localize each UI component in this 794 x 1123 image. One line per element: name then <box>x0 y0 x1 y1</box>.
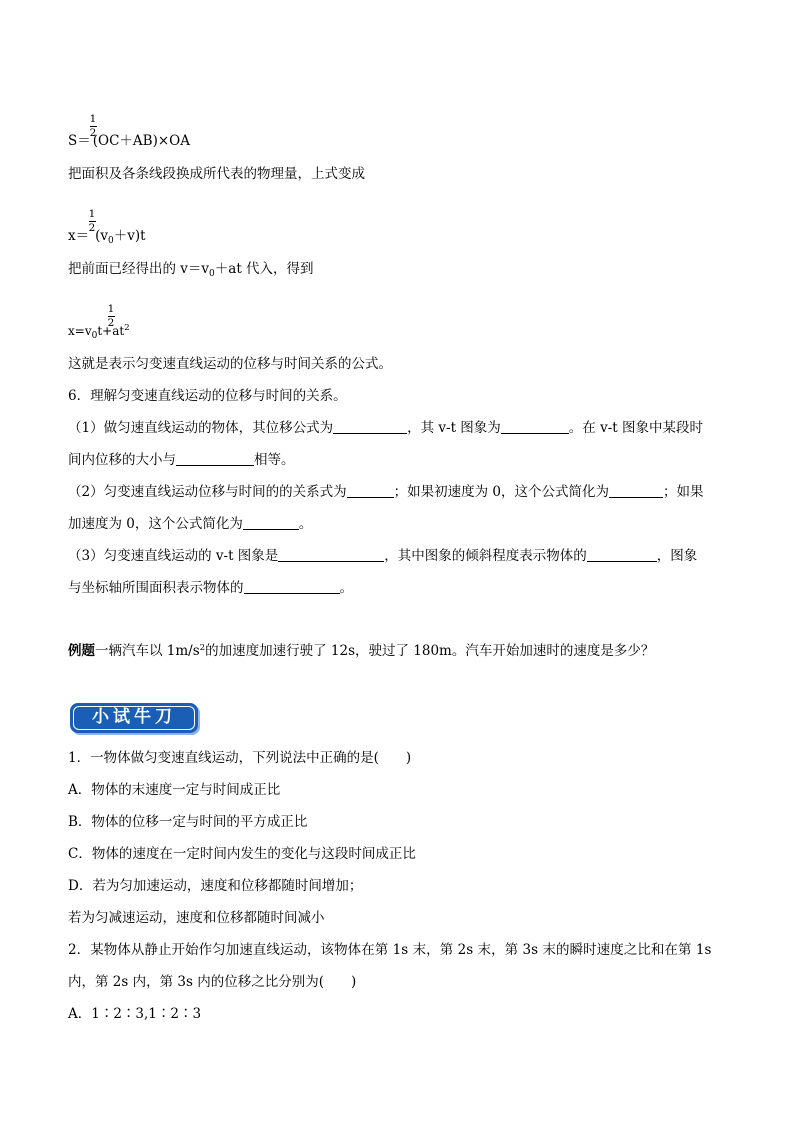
item6-q2-line2: 加速度为 0，这个公式简化为 。 <box>68 516 313 532</box>
answer-blank[interactable] <box>244 579 340 594</box>
fraction-one-half: 1 2 <box>89 113 97 139</box>
question-1-option-d-continued: 若为匀减速运动，速度和位移都随时间减小 <box>68 910 325 926</box>
paragraph-substitute: 把前面已经得出的 $v=v_0+at$ 代入，得到 <box>68 261 314 279</box>
formula-area: S＝ (OC＋AB)×OA <box>68 133 190 149</box>
item6-q1-line2: 间内位移的大小与 相等。 <box>68 452 295 468</box>
example-problem: 例题一辆汽车以 $1m/s^2$的加速度加速行驶了 12s，驶过了 180m。汽车开始加速时的速度是多少？ <box>68 643 655 659</box>
answer-blank[interactable] <box>333 419 407 434</box>
item6-q1-line1: （1）做匀速直线运动的物体，其位移公式为 ，其 v-t 图象为 。在 v-t 图象中某段时 <box>68 420 703 436</box>
question-2-stem-line2: 内，第 2s 内，第 3s 内的位移之比分别为( ) <box>68 974 357 990</box>
formula-x-displacement: $x=v_0t+at^2$ <box>68 323 130 341</box>
answer-blank[interactable] <box>347 483 394 498</box>
section-badge <box>70 703 198 733</box>
item6-q2-line1: （2）匀变速直线运动位移与时间的的关系式为 ；如果初速度为 0，这个公式简化为 ；如果 <box>68 484 704 500</box>
answer-blank[interactable] <box>176 451 254 466</box>
fraction-one-half: 1 2 <box>107 303 115 329</box>
answer-blank[interactable] <box>609 483 663 498</box>
question-1-option-d: D．若为匀加速运动，速度和位移都随时间增加； <box>68 878 363 894</box>
formula-x-average-velocity: $x= (v_0+v)t$ <box>68 228 146 246</box>
question-1-option-a: A．物体的末速度一定与时间成正比 <box>68 782 281 798</box>
question-1-stem: 1．一物体做匀变速直线运动，下列说法中正确的是( ) <box>68 750 412 766</box>
answer-blank[interactable] <box>587 547 657 562</box>
fraction-one-half: 1 2 <box>88 208 96 234</box>
answer-blank[interactable] <box>278 547 384 562</box>
question-2-stem-line1: 2．某物体从静止开始作匀加速直线运动，该物体在第 1s 末，第 2s 末，第 3s 末的瞬时速度之比和在第 1s <box>68 942 712 958</box>
answer-blank[interactable] <box>501 419 569 434</box>
paragraph-conclusion: 这就是表示匀变速直线运动的位移与时间关系的公式。 <box>68 356 392 372</box>
section-badge-label: 小试牛刀 <box>73 706 195 730</box>
answer-blank[interactable] <box>243 515 299 530</box>
question-1-option-b: B．物体的位移一定与时间的平方成正比 <box>68 814 308 830</box>
example-label: 例题 <box>68 643 95 659</box>
item6-q3-line1: （3）匀变速直线运动的 v-t 图象是 ，其中图象的倾斜程度表示物体的 ，图象 <box>68 548 698 564</box>
question-1-option-c: C．物体的速度在一定时间内发生的变化与这段时间成正比 <box>68 846 416 862</box>
item6-title: 6．理解匀变速直线运动的位移与时间的关系。 <box>68 388 347 404</box>
item6-q3-line2: 与坐标轴所围面积表示物体的 。 <box>68 580 353 596</box>
paragraph-replace: 把面积及各条线段换成所代表的物理量，上式变成 <box>68 166 365 182</box>
question-2-option-a: A．1∶2∶3,1∶2∶3 <box>68 1006 202 1022</box>
